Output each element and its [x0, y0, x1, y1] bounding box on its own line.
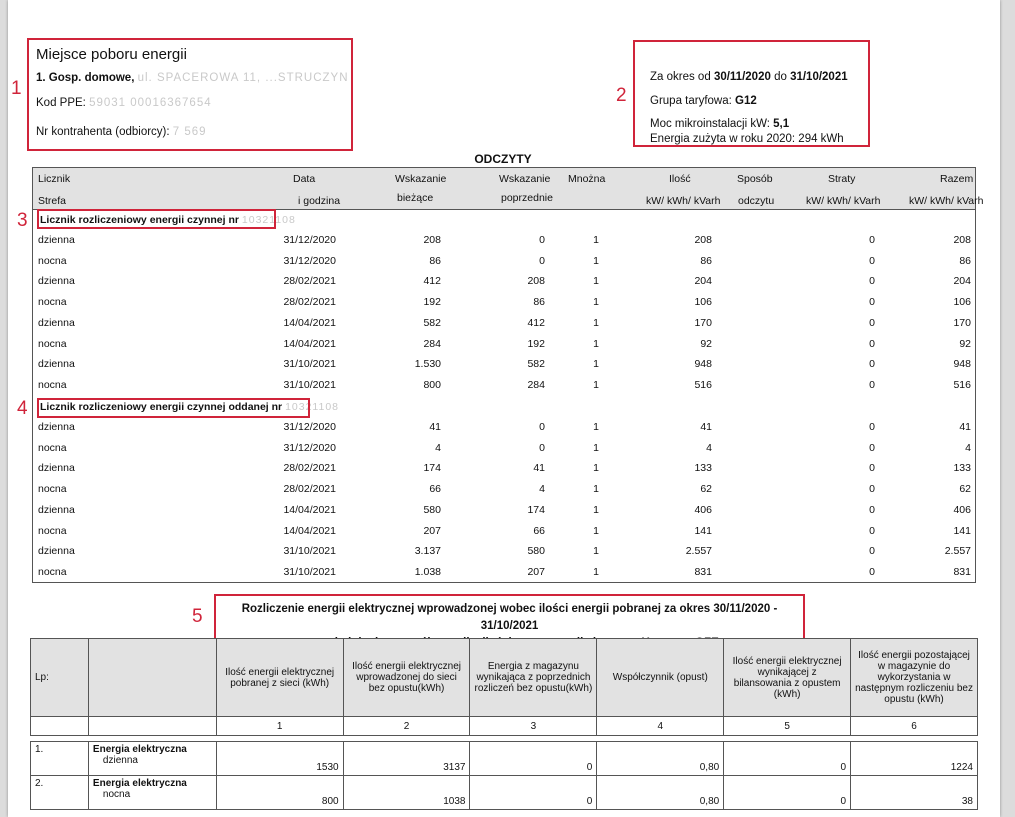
- reading-prev: 0: [539, 254, 545, 267]
- header-zone: Strefa: [38, 195, 67, 207]
- reading-mult: 1: [593, 565, 599, 578]
- col-number-2: 2: [343, 717, 470, 736]
- reading-mult: 1: [593, 483, 599, 496]
- reading-prev: 86: [533, 296, 545, 309]
- reading-row: [33, 417, 975, 438]
- annotation-box-1: [27, 38, 353, 151]
- contractor-line: [36, 126, 207, 138]
- reading-prev: 208: [527, 275, 545, 288]
- reading-qty: 208: [694, 234, 712, 246]
- customer-line: [36, 72, 349, 84]
- row2-name-cell: [88, 776, 216, 810]
- reading-qty: 141: [694, 524, 712, 537]
- reading-date: 31/12/2020: [283, 234, 336, 246]
- reading-total: 133: [953, 462, 971, 475]
- reading-date: 28/02/2021: [283, 483, 336, 496]
- reading-zone: nocna: [38, 254, 67, 267]
- reading-cur: 800: [423, 378, 441, 391]
- col-number-4: 4: [597, 717, 724, 736]
- period-mid: do: [774, 71, 787, 83]
- reading-loss: 0: [869, 337, 875, 350]
- col-header-4: Współczynnik (opust): [597, 639, 724, 717]
- ppe-value: 59031 00016367654: [89, 97, 212, 109]
- reading-cur: 412: [423, 275, 441, 288]
- metering-point-title: Miejsce poboru energii: [36, 46, 187, 63]
- reading-date: 31/10/2021: [283, 358, 336, 371]
- reading-mult: 1: [593, 254, 599, 267]
- period-line: [650, 71, 848, 83]
- reading-prev: 412: [527, 316, 545, 329]
- marker-3: 3: [17, 210, 28, 231]
- reading-loss: 0: [869, 275, 875, 288]
- reading-qty: 133: [694, 462, 712, 475]
- reading-loss: 0: [869, 483, 875, 496]
- reading-prev: 580: [527, 545, 545, 558]
- reading-prev: 284: [527, 378, 545, 391]
- reading-zone: dzienna: [38, 234, 75, 246]
- reading-qty: 106: [694, 296, 712, 309]
- header-date: Data: [293, 173, 316, 185]
- tariff-value: G12: [735, 95, 757, 107]
- reading-prev: 4: [539, 483, 545, 496]
- reading-mult: 1: [593, 462, 599, 475]
- reading-qty: 204: [694, 275, 712, 288]
- row2-zone: nocna: [102, 789, 131, 800]
- annotation-box-2: [633, 40, 870, 147]
- reading-cur: 284: [423, 337, 441, 350]
- reading-prev: 66: [533, 524, 545, 537]
- reading-row: [33, 292, 975, 313]
- reading-loss: 0: [869, 545, 875, 558]
- annotation-box-4: [37, 398, 310, 418]
- row1-v1: 1530: [216, 742, 343, 776]
- period-from: 30/11/2020: [713, 71, 771, 83]
- marker-5: 5: [192, 606, 203, 627]
- reading-prev: 582: [527, 358, 545, 371]
- power-line: [650, 118, 789, 130]
- row2-name: Energia elektryczna: [92, 778, 187, 789]
- reading-cur: 582: [423, 316, 441, 329]
- reading-cur: 192: [423, 296, 441, 309]
- reading-row: [33, 354, 975, 375]
- row1-name: Energia elektryczna: [92, 744, 187, 755]
- reading-loss: 0: [869, 462, 875, 475]
- reading-row: [33, 271, 975, 292]
- reading-row: [33, 521, 975, 542]
- reading-prev: 0: [539, 441, 545, 454]
- row2-v2: 1038: [343, 776, 470, 810]
- col-header-2: Ilość energii elektrycznej wprowadzonej do sieci bez opustu(kWh): [343, 639, 470, 717]
- power-label: Moc mikroinstalacji kW:: [650, 118, 770, 130]
- reading-row: [33, 479, 975, 500]
- reading-total: 208: [953, 234, 971, 246]
- annotation-box-5: [214, 594, 805, 641]
- reading-qty: 516: [694, 378, 712, 391]
- reading-row: [33, 438, 975, 459]
- header-total-a: Razem: [940, 173, 974, 185]
- row2-v5: 0: [724, 776, 851, 810]
- customer-type: 1. Gosp. domowe,: [36, 72, 135, 84]
- reading-date: 31/12/2020: [283, 421, 336, 433]
- readings-header: [33, 168, 984, 210]
- reading-zone: dzienna: [38, 275, 75, 288]
- reading-cur: 86: [429, 254, 441, 267]
- col-header-6: Ilość energii pozostającej w magazynie do wykorzystania w następnym rozliczeniu bez opustu (kWh): [851, 639, 978, 717]
- period-to: 31/10/2021: [790, 71, 848, 83]
- reading-row: [33, 251, 975, 272]
- reading-date: 14/04/2021: [283, 316, 336, 329]
- header-time: i godzina: [298, 195, 341, 207]
- reading-mult: 1: [593, 524, 599, 537]
- row1-zone: dzienna: [102, 755, 138, 766]
- reading-mult: 1: [593, 421, 599, 433]
- reading-row: [33, 230, 975, 251]
- reading-date: 14/04/2021: [283, 503, 336, 516]
- reading-row: [33, 375, 975, 396]
- marker-4: 4: [17, 398, 28, 419]
- reading-total: 141: [953, 524, 971, 537]
- row1-v2: 3137: [343, 742, 470, 776]
- reading-row: [33, 500, 975, 521]
- reading-mult: 1: [593, 545, 599, 558]
- header-method-b: odczytu: [738, 195, 775, 207]
- reading-qty: 4: [706, 441, 712, 454]
- reading-row: [33, 541, 975, 562]
- reading-loss: 0: [869, 441, 875, 454]
- customer-address: ul. SPACEROWA 11, ...STRUCZYN: [137, 72, 349, 84]
- ppe-line: [36, 97, 212, 109]
- reading-qty: 406: [694, 503, 712, 516]
- tariff-label: Grupa taryfowa:: [650, 95, 732, 107]
- reading-cur: 1.038: [414, 565, 441, 578]
- energy-2020-line: Energia zużyta w roku 2020: 294 kWh: [650, 133, 844, 145]
- reading-loss: 0: [869, 503, 875, 516]
- reading-total: 948: [953, 358, 971, 371]
- reading-total: 831: [953, 565, 971, 578]
- lp-header: Lp:: [31, 639, 89, 717]
- header-quantity-a: Ilość: [669, 173, 691, 185]
- header-current-a: Wskazanie: [395, 173, 447, 185]
- settlement-row-2: [31, 776, 978, 810]
- reading-qty: 62: [700, 483, 712, 496]
- row1-v5: 0: [724, 742, 851, 776]
- header-previous-b: poprzednie: [501, 192, 553, 204]
- reading-qty: 41: [700, 421, 712, 433]
- header-previous-a: Wskazanie: [499, 173, 551, 185]
- reading-row: [33, 562, 975, 583]
- header-method-a: Sposób: [737, 173, 773, 185]
- header-quantity-b: kW/ kWh/ kVarh: [646, 195, 721, 207]
- row1-v3: 0: [470, 742, 597, 776]
- ppe-label: Kod PPE:: [36, 97, 86, 109]
- row2-v6: 38: [851, 776, 978, 810]
- section2-number: 10321108: [285, 401, 339, 413]
- reading-mult: 1: [593, 441, 599, 454]
- header-losses-a: Straty: [828, 173, 856, 185]
- reading-prev: 174: [527, 503, 545, 516]
- reading-total: 406: [953, 503, 971, 516]
- reading-date: 31/12/2020: [283, 441, 336, 454]
- reading-prev: 0: [539, 234, 545, 246]
- row2-lp: 2.: [31, 776, 89, 810]
- reading-mult: 1: [593, 234, 599, 246]
- header-total-b: kW/ kWh/ kVarh: [909, 195, 984, 207]
- reading-mult: 1: [593, 503, 599, 516]
- row1-lp: 1.: [31, 742, 89, 776]
- section2-label: Licznik rozliczeniowy energii czynnej oddanej nr: [40, 401, 283, 413]
- reading-mult: 1: [593, 358, 599, 371]
- reading-zone: nocna: [38, 337, 67, 350]
- row2-v3: 0: [470, 776, 597, 810]
- reading-total: 2.557: [944, 545, 971, 558]
- row2-v1: 800: [216, 776, 343, 810]
- reading-loss: 0: [869, 296, 875, 309]
- reading-total: 516: [953, 378, 971, 391]
- reading-cur: 174: [423, 462, 441, 475]
- reading-date: 31/12/2020: [283, 254, 336, 267]
- reading-cur: 66: [429, 483, 441, 496]
- col-header-3: Energia z magazynu wynikająca z poprzednich rozliczeń bez opustu(kWh): [470, 639, 597, 717]
- reading-cur: 4: [435, 441, 441, 454]
- reading-total: 4: [965, 441, 971, 454]
- reading-date: 14/04/2021: [283, 337, 336, 350]
- reading-zone: dzienna: [38, 503, 75, 516]
- reading-row: [33, 458, 975, 479]
- reading-qty: 2.557: [685, 545, 712, 558]
- readings-title: ODCZYTY: [474, 152, 532, 166]
- header-losses-b: kW/ kWh/ kVarh: [806, 195, 881, 207]
- reading-total: 86: [959, 254, 971, 267]
- reading-date: 31/10/2021: [283, 545, 336, 558]
- reading-loss: 0: [869, 524, 875, 537]
- reading-mult: 1: [593, 337, 599, 350]
- reading-zone: nocna: [38, 378, 67, 391]
- reading-qty: 831: [694, 565, 712, 578]
- header-multiplier: Mnożna: [568, 173, 606, 185]
- row2-v4: 0,80: [597, 776, 724, 810]
- reading-loss: 0: [869, 358, 875, 371]
- reading-row: [33, 334, 975, 355]
- reading-date: 31/10/2021: [283, 565, 336, 578]
- reading-total: 92: [959, 337, 971, 350]
- col-header-5: Ilość energii elektrycznej wynikającej z bilansowania z opustem (kWh): [724, 639, 851, 717]
- reading-zone: dzienna: [38, 316, 75, 329]
- reading-loss: 0: [869, 316, 875, 329]
- reading-row: [33, 313, 975, 334]
- reading-zone: dzienna: [38, 545, 75, 558]
- reading-cur: 3.137: [414, 545, 441, 558]
- reading-zone: nocna: [38, 441, 67, 454]
- reading-cur: 41: [429, 421, 441, 433]
- period-prefix: Za okres od: [650, 71, 711, 83]
- reading-prev: 207: [527, 565, 545, 578]
- reading-date: 28/02/2021: [283, 462, 336, 475]
- reading-zone: dzienna: [38, 421, 75, 433]
- reading-cur: 1.530: [414, 358, 441, 371]
- reading-prev: 192: [527, 337, 545, 350]
- contractor-label: Nr kontrahenta (odbiorcy):: [36, 126, 170, 138]
- reading-prev: 41: [533, 462, 545, 475]
- reading-total: 106: [953, 296, 971, 309]
- reading-cur: 580: [423, 503, 441, 516]
- reading-cur: 207: [423, 524, 441, 537]
- tariff-line: [650, 95, 757, 107]
- reading-zone: nocna: [38, 565, 67, 578]
- reading-mult: 1: [593, 316, 599, 329]
- reading-mult: 1: [593, 275, 599, 288]
- reading-date: 28/02/2021: [283, 296, 336, 309]
- contractor-value: 7 569: [172, 126, 207, 138]
- col-number-6: 6: [851, 717, 978, 736]
- reading-date: 14/04/2021: [283, 524, 336, 537]
- row1-name-cell: [88, 742, 216, 776]
- reading-zone: nocna: [38, 483, 67, 496]
- reading-mult: 1: [593, 378, 599, 391]
- section1-number: 10321108: [241, 214, 296, 226]
- reading-date: 31/10/2021: [283, 378, 336, 391]
- name-header: [88, 639, 216, 717]
- header-meter: Licznik: [38, 173, 71, 185]
- settlement-title-line1: Rozliczenie energii elektrycznej wprowadzonej wobec ilości energii pobranej za okres 30/11/2020 - 31/10/2021: [241, 603, 778, 632]
- reading-total: 41: [959, 421, 971, 433]
- settlement-header-row: [31, 639, 978, 717]
- settlement-number-row: [31, 717, 978, 736]
- reading-cur: 208: [423, 234, 441, 246]
- reading-qty: 948: [694, 358, 712, 371]
- reading-qty: 86: [700, 254, 712, 267]
- reading-loss: 0: [869, 234, 875, 246]
- reading-mult: 1: [593, 296, 599, 309]
- reading-qty: 170: [694, 316, 712, 329]
- row1-v6: 1224: [851, 742, 978, 776]
- reading-loss: 0: [869, 565, 875, 578]
- settlement-row-1: [31, 742, 978, 776]
- col-number-1: 1: [216, 717, 343, 736]
- col-number-3: 3: [470, 717, 597, 736]
- readings-table: [32, 167, 984, 583]
- reading-loss: 0: [869, 254, 875, 267]
- row1-v4: 0,80: [597, 742, 724, 776]
- section1-label: Licznik rozliczeniowy energii czynnej nr: [40, 214, 239, 226]
- reading-loss: 0: [869, 378, 875, 391]
- reading-total: 62: [959, 483, 971, 496]
- reading-loss: 0: [869, 421, 875, 433]
- header-current-b: bieżące: [397, 192, 434, 204]
- settlement-table: [30, 638, 978, 810]
- reading-prev: 0: [539, 421, 545, 433]
- reading-qty: 92: [700, 337, 712, 350]
- reading-total: 204: [953, 275, 971, 288]
- marker-1: 1: [11, 78, 22, 99]
- reading-zone: nocna: [38, 524, 67, 537]
- col-header-1: Ilość energii elektrycznej pobranej z sieci (kWh): [216, 639, 343, 717]
- reading-zone: dzienna: [38, 462, 75, 475]
- col-number-5: 5: [724, 717, 851, 736]
- annotation-box-3: [37, 209, 276, 229]
- empty-cell: [88, 717, 216, 736]
- marker-2: 2: [616, 85, 627, 106]
- document-page: [8, 0, 1000, 817]
- reading-zone: dzienna: [38, 358, 75, 371]
- empty-cell: [31, 717, 89, 736]
- reading-total: 170: [953, 316, 971, 329]
- power-value: 5,1: [773, 118, 790, 130]
- reading-date: 28/02/2021: [283, 275, 336, 288]
- reading-zone: nocna: [38, 296, 67, 309]
